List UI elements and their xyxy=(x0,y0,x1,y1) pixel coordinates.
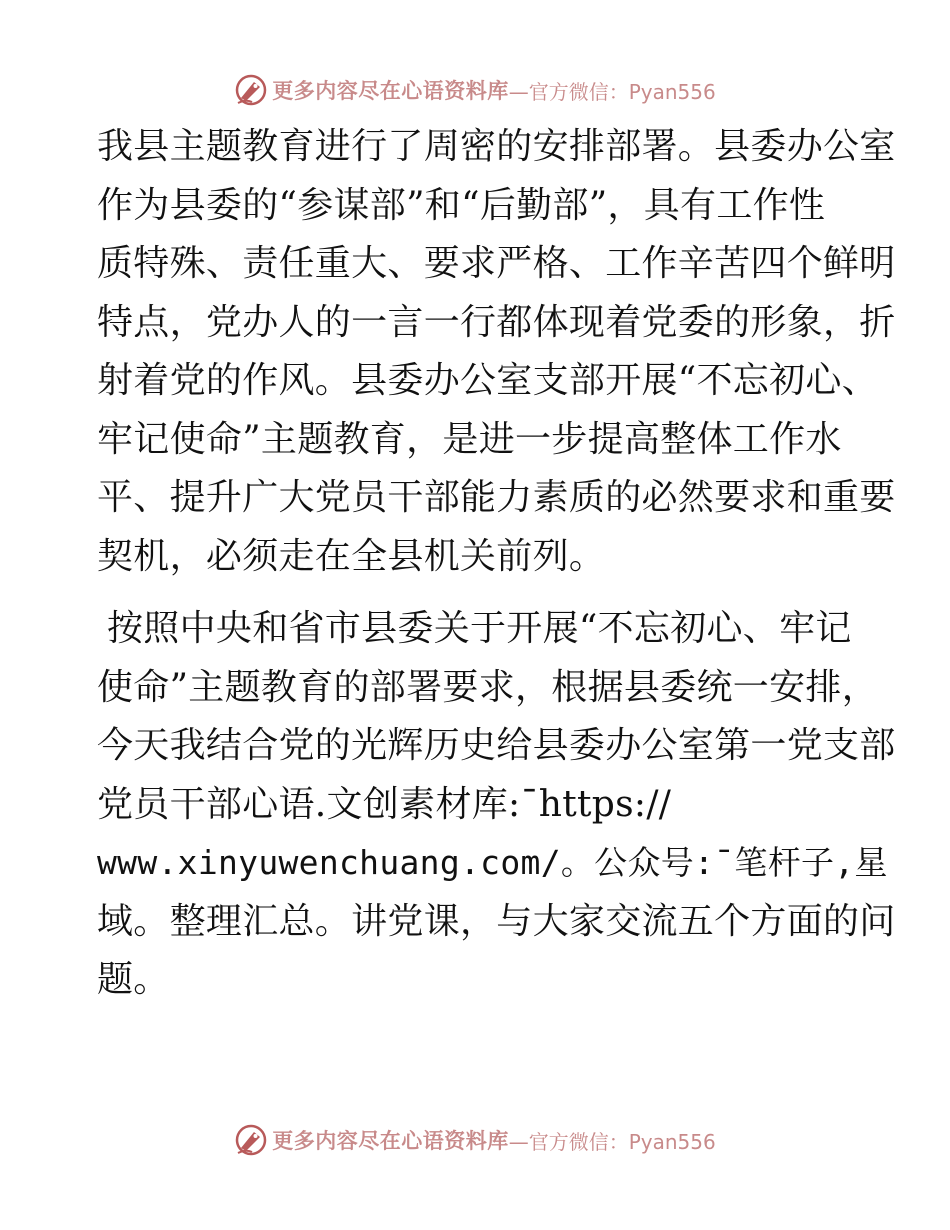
paragraph-1 xyxy=(97,118,896,586)
text-line: 我县主题教育进行了周密的安排部署。县委办公室 xyxy=(97,126,896,167)
header-brand-text: 更多内容尽在心语资料库 xyxy=(272,78,509,103)
text-line: 党员干部心语.文创素材库:¯https:// xyxy=(97,783,672,825)
pen-nib-logo-icon xyxy=(234,73,268,107)
text-line-url: www.xinyuwenchuang.com/。公众号:¯笔杆子,星 xyxy=(97,843,888,882)
footer-watermark xyxy=(234,1123,716,1157)
page-footer-banner xyxy=(0,1120,950,1160)
footer-contact-text: —官方微信：Pyan556 xyxy=(508,1129,716,1154)
text-line: 牢记使命”主题教育，是进一步提高整体工作水 xyxy=(97,418,842,460)
header-watermark xyxy=(234,73,716,107)
text-line: 特点，党办人的一言一行都体现着党委的形象，折 xyxy=(97,301,896,343)
paragraph-2 xyxy=(97,600,896,1010)
text-line: 题。 xyxy=(97,959,170,1000)
text-line: 按照中央和省市县委关于开展“不忘初心、牢记 xyxy=(107,608,852,649)
document-body xyxy=(97,118,896,1010)
text-line: 射着党的作风。县委办公室支部开展“不忘初心、 xyxy=(97,360,879,401)
text-line: 使命”主题教育的部署要求，根据县委统一安排， xyxy=(97,666,879,708)
text-line: 域。整理汇总。讲党课，与大家交流五个方面的问 xyxy=(97,900,896,942)
text-line: 契机，必须走在全县机关前列。 xyxy=(97,535,606,577)
text-line: 今天我结合党的光辉历史给县委办公室第一党支部 xyxy=(97,725,896,766)
pen-nib-logo-icon xyxy=(234,1123,268,1157)
text-line: 平、提升广大党员干部能力素质的必然要求和重要 xyxy=(97,477,896,518)
page-header-banner xyxy=(0,70,950,110)
footer-brand-text: 更多内容尽在心语资料库 xyxy=(272,1128,509,1153)
text-line: 质特殊、责任重大、要求严格、工作辛苦四个鲜明 xyxy=(97,243,896,284)
text-line: 作为县委的“参谋部”和“后勤部”，具有工作性 xyxy=(97,184,826,226)
header-contact-text: —官方微信：Pyan556 xyxy=(508,79,716,104)
